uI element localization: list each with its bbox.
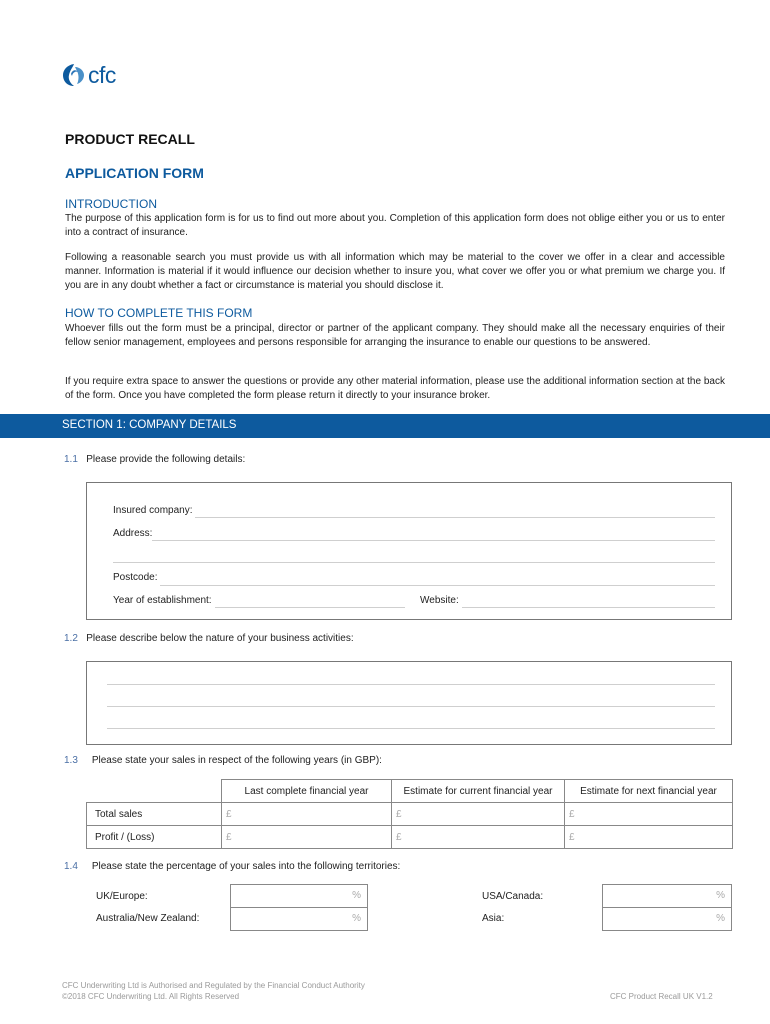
how-to-paragraph-2: If you require extra space to answer the questions or provide any other material information, please use the additional information section at the back of the form. Once you have completed the form please return it directly to your insurance broker. (65, 376, 725, 401)
percent-sign: % (352, 913, 361, 924)
question-1-4 (64, 861, 400, 872)
table-row (87, 803, 733, 826)
business-activities-line (107, 706, 715, 707)
question-text: Please describe below the nature of your business activities: (86, 633, 354, 644)
profit-next-year-input[interactable]: £ (565, 826, 733, 849)
profit-current-year-input[interactable]: £ (392, 826, 565, 849)
australia-nz-label: Australia/New Zealand: (96, 913, 200, 924)
logo-text: cfc (88, 62, 116, 88)
question-number: 1.1 (64, 454, 78, 465)
table-header: Last complete financial year (222, 780, 392, 803)
question-text: Please state the percentage of your sales into the following territories: (91, 861, 401, 872)
business-activities-line (107, 728, 715, 729)
postcode-field[interactable] (160, 585, 715, 586)
footer-regulation: CFC Underwriting Ltd is Authorised and Regulated by the Financial Conduct Authority (62, 981, 365, 990)
address-field-line-1[interactable] (152, 540, 715, 541)
introduction-paragraph-2: Following a reasonable search you must provide us with all information which may be material to the cover we offer in a clear and accessible manner. Information is material if it would influence our decision whether to insure you, what cover we offer you or what premium we charge you. If you are in any doubt whether a fact or circumstance is material you should disclose it. (65, 252, 725, 291)
australia-nz-input[interactable] (230, 907, 368, 931)
profit-last-year-input[interactable]: £ (222, 826, 392, 849)
usa-canada-label: USA/Canada: (482, 891, 544, 902)
percent-sign: % (352, 890, 361, 901)
question-number: 1.2 (64, 633, 78, 644)
table-corner-cell (87, 780, 222, 803)
address-label: Address: (113, 528, 153, 539)
uk-europe-input[interactable] (230, 884, 368, 908)
website-label: Website: (420, 595, 459, 606)
asia-label: Asia: (482, 913, 505, 924)
question-number: 1.4 (64, 861, 78, 872)
table-header-row (87, 780, 733, 803)
row-label-total-sales: Total sales (87, 803, 222, 826)
question-number: 1.3 (64, 755, 78, 766)
question-text: Please state your sales in respect of the following years (in GBP): (91, 755, 382, 766)
total-sales-next-year-input[interactable]: £ (565, 803, 733, 826)
address-field-line-2[interactable] (113, 562, 715, 563)
introduction-heading: INTRODUCTION (65, 197, 157, 211)
page-subtitle: APPLICATION FORM (65, 165, 204, 181)
sales-table (86, 779, 733, 849)
insured-company-field[interactable] (195, 517, 715, 518)
row-label-profit-loss: Profit / (Loss) (87, 826, 222, 849)
question-1-2 (64, 633, 354, 644)
website-field[interactable] (462, 607, 715, 608)
usa-canada-input[interactable] (602, 884, 732, 908)
table-row (87, 826, 733, 849)
cfc-logo-icon (62, 62, 86, 88)
question-1-1 (64, 454, 245, 465)
year-established-field[interactable] (215, 607, 405, 608)
uk-europe-label: UK/Europe: (96, 891, 148, 902)
total-sales-current-year-input[interactable]: £ (392, 803, 565, 826)
postcode-label: Postcode: (113, 572, 158, 583)
section-1-title: SECTION 1: COMPANY DETAILS (62, 419, 237, 431)
footer-copyright: ©2018 CFC Underwriting Ltd. All Rights Reserved (62, 992, 240, 1001)
total-sales-last-year-input[interactable]: £ (222, 803, 392, 826)
footer-version: CFC Product Recall UK V1.2 (610, 992, 713, 1001)
business-activities-line (107, 684, 715, 685)
insured-company-label: Insured company: (113, 505, 193, 516)
percent-sign: % (716, 913, 725, 924)
cfc-logo (62, 62, 116, 88)
percent-sign: % (716, 890, 725, 901)
year-established-label: Year of establishment: (113, 595, 212, 606)
asia-input[interactable] (602, 907, 732, 931)
question-1-3 (64, 755, 382, 766)
introduction-paragraph-1: The purpose of this application form is for us to find out more about you. Completion of this application form does not oblige either you or us to enter into a contract of insurance. (65, 213, 725, 238)
business-activities-box[interactable] (86, 661, 732, 745)
how-to-paragraph-1: Whoever fills out the form must be a principal, director or partner of the applicant company. They should make all the necessary enquiries of their fellow senior management, employees and persons responsible for arranging the insurance to enable our questions to be answered. (65, 323, 725, 348)
how-to-heading: HOW TO COMPLETE THIS FORM (65, 306, 253, 320)
section-1-header (0, 414, 770, 438)
page-title: PRODUCT RECALL (65, 131, 195, 147)
table-header: Estimate for current financial year (392, 780, 565, 803)
table-header: Estimate for next financial year (565, 780, 733, 803)
question-text: Please provide the following details: (86, 454, 246, 465)
